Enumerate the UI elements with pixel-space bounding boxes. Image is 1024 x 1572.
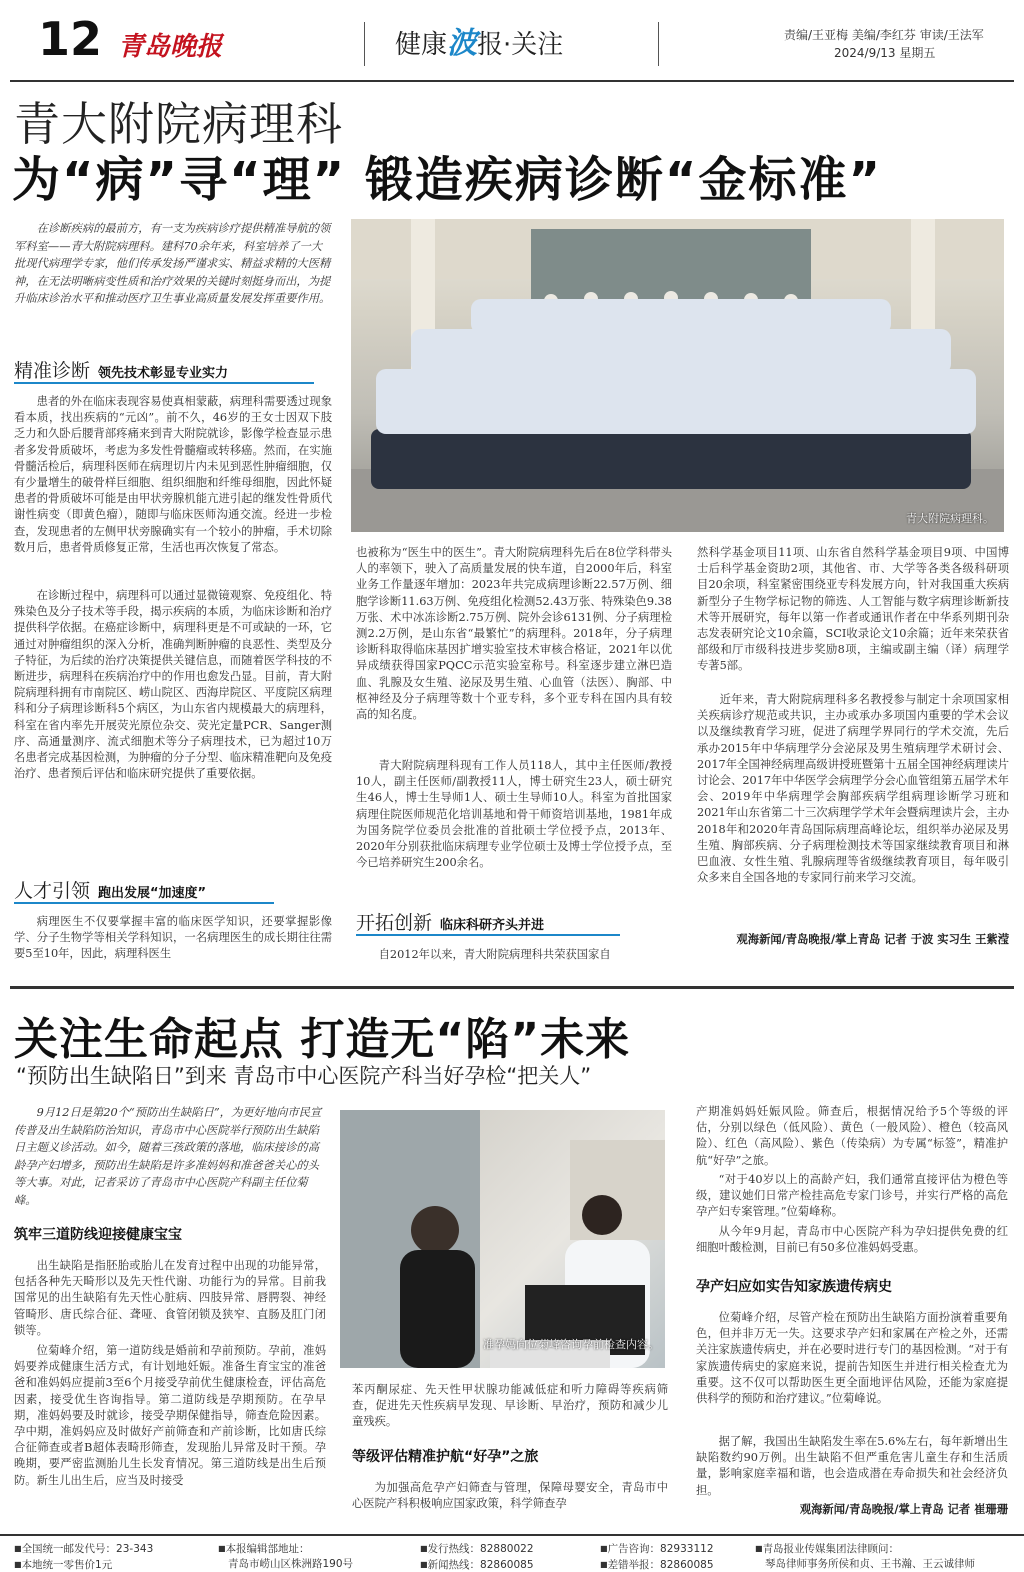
- masthead: [0, 0, 1024, 86]
- article1-lead: 在诊断疾病的最前方，有一支为疾病诊疗提供精准导航的领军科室——青大附院病理科。建科70余年来，科室培养了一大批现代病理学专家，他们传承发扬严谨求实、精益求精的大医精神，在无法明晰病变性质和治疗效果的关键时刻挺身而出，为提升临床诊治水平和推动医疗卫生事业高质量发展发挥重要作用。: [14, 222, 331, 305]
- article2-col1: 出生缺陷是指胚胎或胎儿在发育过程中出现的功能异常，包括各种先天畸形以及先天性代谢、功能行为的异常。目前我国常见的出生缺陷有先天性心脏病、四肢异常、唇腭裂、神经管畸形、唐氏综合征、聋哑、食管闭锁及狭窄、直肠及肛门闭锁等。: [14, 1259, 326, 1337]
- masthead-rule: [10, 80, 1014, 82]
- subhead-talent: 人才引领 跑出发展“加速度”: [14, 876, 332, 904]
- article2-col3e: 据了解，我国出生缺陷发生率在5.6%左右，每年新增出生缺陷数约90万例。出生缺陷不但严重危害儿童生存和生活质量，影响家庭幸福和谐，也会造成潜在寿命损失和社会经济负担。: [696, 1435, 1008, 1497]
- divider: [364, 22, 365, 66]
- article1-col2c: 自2012年以来，青大附院病理科共荣获国家自: [378, 948, 611, 961]
- photo-caption: 青大附院病理科。: [906, 512, 994, 525]
- article2-byline: 观海新闻/青岛晚报/掌上青岛 记者 崔珊珊: [799, 1503, 1008, 1516]
- article1-col1b: 在诊断过程中，病理科可以通过显微镜观察、免疫组化、特殊染色及分子技术等手段，揭示疾病的本质，为临床诊断和治疗提供科学依据。在癌症诊断中，病理科更是不可或缺的一环，它通过对肿瘤组织的深入分析，准确判断肿瘤的良恶性、类型及分子特征，为后续的治疗决策提供关键信息，而随着医学科技的不断进步，病理科在疾病治疗中的作用也愈发凸显。目前，青大附院病理科拥有市南院区、崂山院区、西海岸院区、平度院区病理科和分子病理诊断科5个病区，为山东省内规模最大的病理科，科室在省内率先开展荧光原位杂交、荧光定量PCR、Sanger测序、高通量测序、流式细胞术等分子病理技术，已为超过10万名患者完成基因检测，为肿瘤的分子分型、临床精准靶向及免疫治疗、患者预后评估和临床研究提供了重要依据。: [14, 589, 332, 781]
- footer: [0, 1534, 1024, 1572]
- divider: [658, 22, 659, 66]
- article1-kicker: 青大附院病理科: [14, 97, 343, 151]
- article2-subhead-3: 孕产妇应如实告知家族遗传病史: [696, 1279, 892, 1295]
- editor-credits: 责编/王亚梅 美编/李红芬 审读/王法军 2024/9/13 星期五: [784, 28, 984, 60]
- subhead-precision: 精准诊断 领先技术彰显专业实力: [14, 356, 332, 384]
- article2-col3b: “对于40岁以上的高龄产妇，我们通常直接评估为橙色等级，建议她们日常产检挂高危专家门诊号，并实行严格的高危孕产妇专案管理。”位菊峰称。: [696, 1173, 1008, 1219]
- section-title: 健康波报·关注: [395, 26, 564, 61]
- footer-col-5: ■青岛报业传媒集团法律顾问： 琴岛律师事务所侯和贞、王书瀚、王云诚律师: [755, 1543, 975, 1570]
- article1-col3a: 然科学基金项目11项、山东省自然科学基金项目9项、中国博士后科学基金资助2项，其他省、市、大学等各类各级科研项目20余项，科室紧密围绕亚专科发展方向，针对我国重大疾病新型分子生物学标记物的筛选、人工智能与数字病理诊断新技术等开展研究，每年以第一作者或通讯作者在中华系列期刊杂志发表研究论文10余篇，SCI收录论文10余篇；近年来荣获省部级和厅市级科技进步奖励8项，主编或副主编（译）病理学专著5部。: [697, 546, 1009, 673]
- article-divider: [10, 986, 1014, 989]
- subhead-innovation: 开拓创新 临床科研齐头并进: [356, 908, 672, 936]
- article1-col1c: 病理医生不仅要掌握丰富的临床医学知识，还要掌握影像学、分子生物学等相关学科知识，一名病理医生的成长期往往需要5至10年，因此，病理科医生: [14, 915, 332, 961]
- article1-col1a: 患者的外在临床表现容易使真相蒙蔽，病理科需要透过现象看本质，找出疾病的“元凶”。前不久，46岁的王女士因双下肢乏力和久卧后腰背部疼痛来到青大附院就诊，影像学检查显示患者多发骨质破坏，考虑为多发性骨髓瘤或转移癌。然而，在实施骨髓活检后，病理科医师在病理切片内未见到恶性肿瘤细胞，仅有少量增生的破骨样巨细胞、组织细胞和纤维母细胞，因此怀疑患者的骨质破坏可能是由甲状旁腺机能亢进引起的继发性骨质代谢性病变（即黄色瘤），随即与临床医师沟通交流。经进一步检查，发现患者的左侧甲状旁腺确实有一个较小的肿瘤，手术切除数月后，患者骨质修复正常，生活也再次恢复了常态。: [14, 395, 332, 554]
- article2-headline: 关注生命起点 打造无“陷”未来: [14, 1014, 631, 1065]
- article2-col3d: 位菊峰介绍，尽管产检在预防出生缺陷方面扮演着重要角色，但并非万无一失。这要求孕产妇和家属在产检之外，还需关注家族遗传病史，并在必要时进行专门的基因检测。“对于有家族遗传病史的家庭来说，提前告知医生并进行相关检查尤为重要。这不仅可以帮助医生更全面地评估风险，还能为家庭提供科学的预防和治疗建议。”位菊峰说。: [696, 1311, 1008, 1406]
- article1-headline: 为“病”寻“理” 锻造疾病诊断“金标准”: [12, 152, 882, 208]
- paper-logo: 青岛晚报: [118, 32, 223, 62]
- article2-subheadline: “预防出生缺陷日”到来 青岛市中心医院产科当好孕检“把关人”: [16, 1064, 592, 1088]
- photo-caption: 准孕妈向位菊峰咨询孕前检查内容。: [483, 1338, 659, 1351]
- article1-col2b: 青大附院病理科现有工作人员118人，其中主任医师/教授10人，副主任医师/副教授11人，博士研究生23人，硕士研究生46人，博士生导师1人、硕士生导师10人。科室为首批国家病理住院医师规范化培训基地和骨干师资培训基地，1981年成为国务院学位委员会批准的首批硕士学位授予点，2013年、2020年分别获批临床病理专业学位硕士及博士学位授予点，至今已培养研究生200余名。: [356, 759, 672, 870]
- footer-col-2: ■本报编辑部地址： 青岛市崂山区株洲路190号: [218, 1543, 354, 1570]
- article2-lead: 9月12日是第20个“预防出生缺陷日”，为更好地向市民宣传普及出生缺陷防治知识，青岛市中心医院举行预防出生缺陷日主题义诊活动。如今，随着三孩政策的落地，临床接诊的高龄孕产妇增多，预防出生缺陷是许多准妈妈和准爸爸关心的头等大事。对此，记者采访了青岛市中心医院产科副主任位菊峰。: [14, 1106, 322, 1207]
- article2-subhead-2: 等级评估精准护航“好孕”之旅: [352, 1449, 539, 1465]
- article2-col2b: 为加强高危孕产妇筛查与管理，保障母婴安全，青岛市中心医院产科积极响应国家政策，科学筛查孕: [352, 1481, 668, 1511]
- article2-col1b: 位菊峰介绍，第一道防线是婚前和孕前预防。孕前，准妈妈要养成健康生活方式，有计划地妊娠。准备生育宝宝的准爸爸和准妈妈应提前3至6个月接受孕前优生健康检查，评估高危因素，接受优生咨询指导。第二道防线是孕期预防。在孕早期，准妈妈要及时就诊，接受孕期保健指导，筛查危险因素。孕中期，准妈妈应及时做好产前筛查和产前诊断，比如唐氏综合征筛查或者B超体表畸形筛查，发现胎儿异常及时干预。孕晚期，要严密监测胎儿生长发育情况。第三道防线是出生后预防。新生儿出生后，应当及时接受: [14, 1344, 326, 1487]
- footer-col-1: ■全国统一邮发代号：23-343 ■本地统一零售价1元: [14, 1543, 154, 1571]
- article1-byline: 观海新闻/青岛晚报/掌上青岛 记者 于波 实习生 王紫滢: [736, 933, 1009, 946]
- article2-col2: 苯丙酮尿症、先天性甲状腺功能减低症和听力障碍等疾病筛查，促进先天性疾病早发现、早诊断、早治疗，预防和减少儿童残疾。: [352, 1383, 668, 1429]
- footer-col-3: ■发行热线：82880022 ■新闻热线：82860085: [420, 1543, 534, 1571]
- article2-col3a: 产期准妈妈妊娠风险。筛查后，根据情况给予5个等级的评估，分别以绿色（低风险）、黄色（一般风险）、橙色（较高风险）、红色（高风险）、紫色（传染病）为专属“标签”，精准护航“好孕”之旅。: [696, 1105, 1008, 1167]
- page-number: 12: [38, 12, 103, 66]
- article1-col2a: 也被称为“医生中的医生”。青大附院病理科先后在8位学科带头人的率领下，驶入了高质量发展的快车道，自2000年后，科室业务工作量逐年增加：2023年共完成病理诊断22.57万例、细胞学诊断11.63万例、免疫组化检测52.43万张、特殊染色9.38万张、术中冰冻诊断2.75万例、院外会诊6131例、分子病理检测2.2万例，是山东省“最繁忙”的病理科。2018年，分子病理诊断科取得临床基因扩增实验室技术审核合格证，2021年以优异成绩获得国家PQCC示范实验室称号。科室逐步建立淋巴造血、乳腺及女生殖、泌尿及男生殖、心血管（法医）、胸部、中枢神经及分子病理等数十个亚专科，多个亚专科在国内具有较高的知名度。: [356, 546, 672, 722]
- footer-col-4: ■广告咨询：82933112 ■差错举报：82860085: [600, 1543, 714, 1571]
- article1-col3b: 近年来，青大附院病理科多名教授参与制定十余项国家相关疾病诊疗规范或共识，主办或承办多项国内重要的学术会议以及继续教育学习班，促进了病理学界同行的学术交流，先后承办2015年中华病理学分会泌尿及男生殖病理学术研讨会、2017年全国神经病理高级讲授班暨第十五届全国神经病理读片讨论会、2017年中华医学会病理学分会心血管组第五届学术年会、2019年中华病理学会胸部疾病学组病理诊断学习班和2021年山东省第二十三次病理学学术年会暨病理读片会，主办2018年和2020年青岛国际病理高峰论坛，组织举办泌尿及男生殖、胸部疾病、分子病理检测技术等国家继续教育项目和淋巴血液、女性生殖、乳腺病理等省级继续教育项目，每年吸引众多来自全国各地的专家同行前来学习交流。: [697, 693, 1009, 885]
- group-photo: [351, 219, 1004, 532]
- clinic-photo: [340, 1110, 665, 1368]
- article2-col3c: 从今年9月起，青岛市中心医院产科为孕妇提供免费的红细胞叶酸检测，目前已有50多位准妈妈受惠。: [696, 1225, 1008, 1255]
- article2-subhead-1: 筑牢三道防线迎接健康宝宝: [14, 1227, 182, 1243]
